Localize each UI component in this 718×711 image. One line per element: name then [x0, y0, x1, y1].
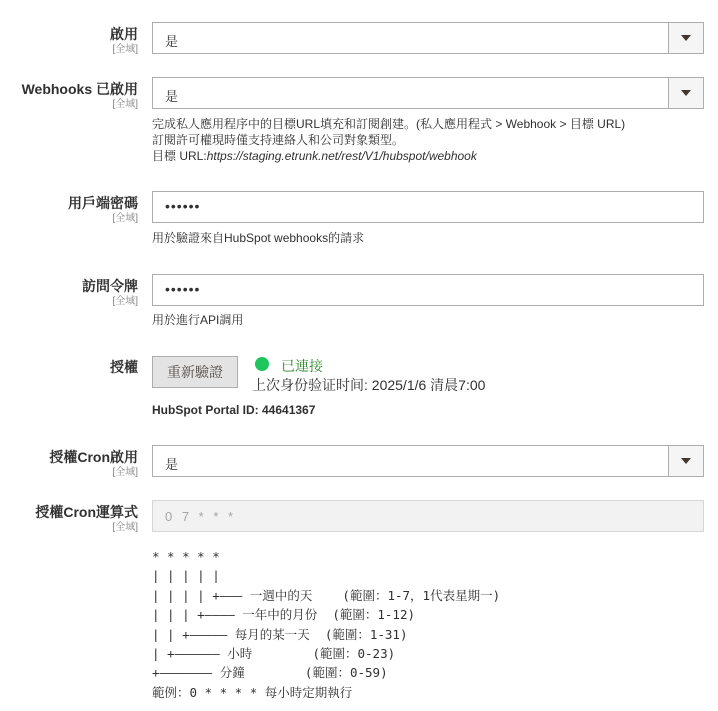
target-url-label: 目標 URL: [152, 149, 207, 163]
chevron-down-icon [681, 35, 691, 41]
webhooks-enabled-select[interactable] [152, 77, 704, 109]
chevron-down-icon [681, 458, 691, 464]
field-scope: [全域] [112, 522, 138, 533]
select-toggle[interactable] [668, 23, 703, 53]
field-scope: [全域] [112, 44, 138, 55]
connection-status: 已連接 [281, 358, 323, 374]
client-secret-note: 用於驗證來自HubSpot webhooks的請求 [152, 231, 365, 245]
select-toggle[interactable] [668, 78, 703, 108]
field-label: 授權 [110, 359, 138, 375]
chevron-down-icon [681, 90, 691, 96]
enabled-select[interactable] [152, 22, 704, 54]
reauthorize-button[interactable]: 重新驗證 [152, 356, 238, 388]
cron-help-text: * * * * * | | | | | | | | | +——— 一週中的天 (範圍：1-7，1代表星期一) | | | +———— 一年中的月份 (範圍：1-12) | | +————— 每月的某一天 (範圍：1-31) | +—————— 小時 (範圍：0-23) +——————— 分鐘 (範圍：0-59) 範例：0 * * * * 每小時定期執行 [152, 549, 501, 700]
auth-cron-enabled-select[interactable] [152, 445, 704, 477]
last-auth-time: 上次身份验证时间: 2025/1/6 清晨7:00 [252, 377, 486, 393]
field-label: 訪問令牌 [82, 278, 138, 294]
field-scope: [全域] [112, 296, 138, 307]
field-scope: [全域] [112, 213, 138, 224]
input-value: •••••• [165, 198, 201, 214]
webhooks-note-line1: 完成私人應用程序中的目標URL填充和訂閱創建。(私人應用程式 > Webhook > 目標 URL) [152, 117, 626, 131]
select-value: 是 [165, 89, 179, 104]
field-label: 用戶端密碼 [68, 195, 138, 211]
input-value: •••••• [165, 281, 201, 297]
input-value: 0 7 * * * [165, 509, 237, 524]
field-label: 授權Cron啟用 [49, 449, 138, 465]
field-label: Webhooks 已啟用 [21, 81, 138, 97]
webhooks-note-target [152, 148, 625, 164]
field-scope: [全域] [112, 99, 138, 110]
access-token-input[interactable] [152, 274, 704, 306]
field-label: 啟用 [110, 26, 138, 42]
webhooks-note-line2: 訂閱許可權現時僅支持連絡人和公司對象類型。 [152, 133, 405, 147]
access-token-note: 用於進行API調用 [152, 313, 244, 327]
select-toggle[interactable] [668, 446, 703, 476]
target-url: https://staging.etrunk.net/rest/V1/hubspot/webhook [206, 149, 477, 163]
select-value: 是 [165, 34, 179, 49]
portal-id: HubSpot Portal ID: 44641367 [152, 403, 316, 417]
webhooks-note [152, 116, 625, 164]
auth-cron-expr-input [152, 500, 704, 532]
field-label: 授權Cron運算式 [35, 504, 138, 520]
select-value: 是 [165, 457, 179, 472]
field-scope: [全域] [112, 467, 138, 478]
client-secret-input[interactable] [152, 191, 704, 223]
status-dot-icon [255, 357, 269, 371]
